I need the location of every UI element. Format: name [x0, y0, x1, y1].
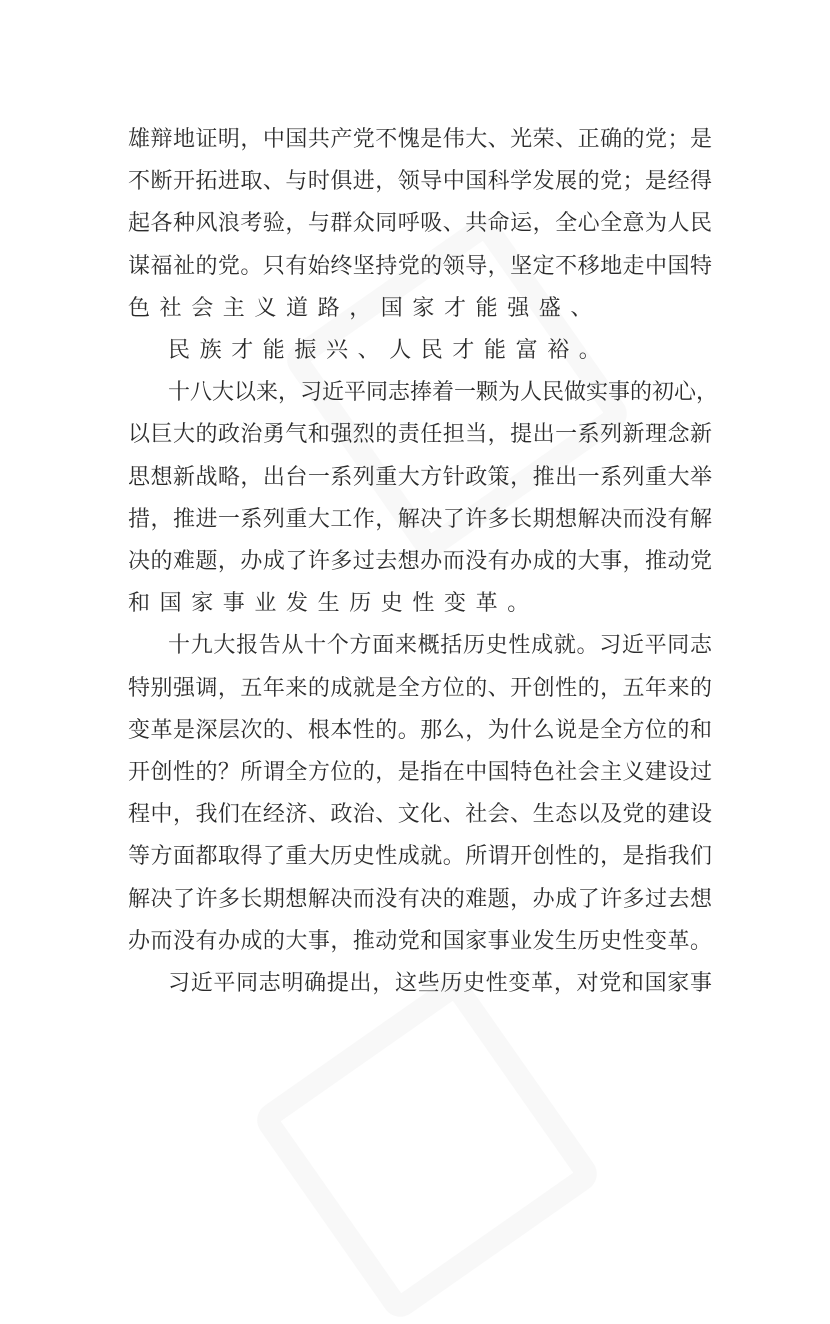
- text-line: 十八大以来，习近平同志捧着一颗为人民做实事的初心，: [168, 380, 719, 406]
- text-line: 不断开拓进取、与时俱进，领导中国科学发展的党；是经得: [128, 169, 712, 195]
- text-line: 以巨大的政治勇气和强烈的责任担当，提出一系列新理念新: [128, 422, 712, 448]
- text-line: 解决了许多长期想解决而没有决的难题，办成了许多过去想: [128, 886, 712, 912]
- text-line: 起各种风浪考验，与群众同呼吸、共命运，全心全意为人民: [128, 211, 712, 237]
- text-line: 十九大报告从十个方面来概括历史性成就。习近平同志: [168, 633, 712, 659]
- watermark-logo: [250, 970, 604, 1324]
- text-line: 变革是深层次的、根本性的。那么，为什么说是全方位的和: [128, 717, 712, 743]
- text-line: 办而没有办成的大事，推动党和国家事业发生历史性变革。: [128, 928, 712, 954]
- text-line: 开创性的？所谓全方位的，是指在中国特色社会主义建设过: [128, 760, 712, 785]
- text-line: 决的难题，办成了许多过去想办而没有办成的大事，推动党: [128, 549, 712, 574]
- text-line: 色社会主义道路，国家才能强盛、: [128, 295, 603, 321]
- text-line: 谋福祉的党。只有始终坚持党的领导，坚定不移地走中国特: [128, 253, 712, 279]
- text-line: 思想新战略，出台一系列重大方针政策，推出一系列重大举: [128, 464, 712, 490]
- text-line: 习近平同志明确提出，这些历史性变革，对党和国家事: [168, 971, 712, 996]
- text-line: 和国家事业发生历史性变革。: [128, 591, 539, 617]
- text-line: 措，推进一系列重大工作，解决了许多长期想解决而没有解: [128, 506, 712, 532]
- text-line: 雄辩地证明，中国共产党不愧是伟大、光荣、正确的党；是: [128, 127, 712, 152]
- text-line: 程中，我们在经济、政治、文化、社会、生态以及党的建设: [128, 802, 712, 828]
- text-line: 特别强调，五年来的成就是全方位的、开创性的，五年来的: [128, 675, 712, 701]
- text-line: 等方面都取得了重大历史性成就。所谓开创性的，是指我们: [128, 844, 712, 870]
- text-line: 民族才能振兴、人民才能富裕。: [168, 338, 611, 363]
